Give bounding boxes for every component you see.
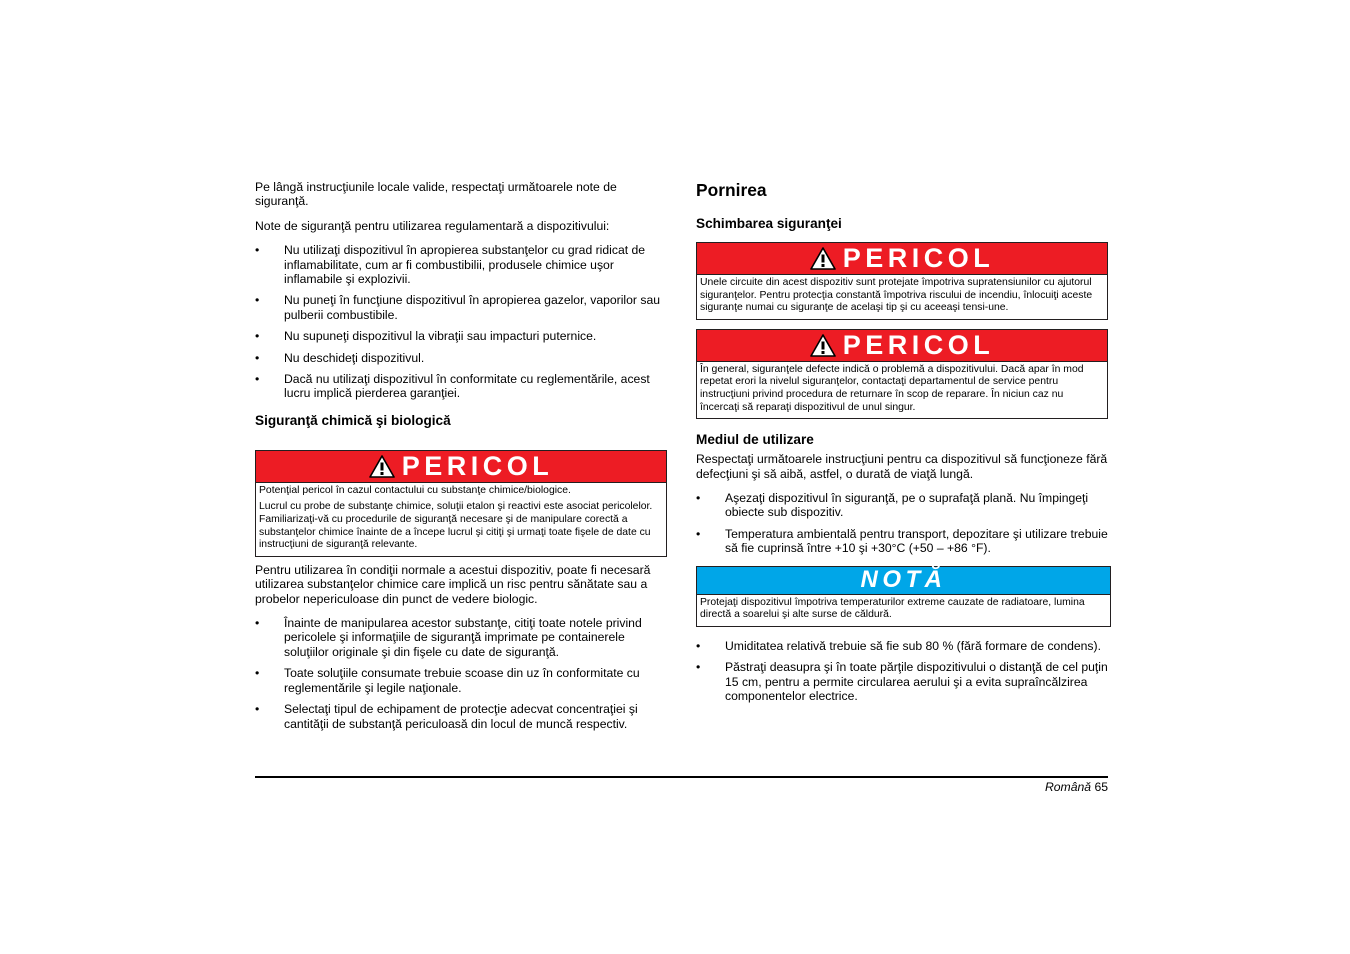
environment-intro: Respectaţi următoarele instrucţiuni pentru ca dispozitivul să funcţioneze fără defecţiuni şi să aibă, astfel, o durată de viaţă lungă. xyxy=(696,452,1108,481)
danger-box-chemical xyxy=(255,450,667,557)
list-item: • Nu deschideţi dispozitivul. xyxy=(255,351,667,365)
fuse-heading: Schimbarea siguranţei xyxy=(696,216,842,231)
list-item: • Umiditatea relativă trebuie să fie sub 80 % (fără formare de condens). xyxy=(696,639,1111,653)
list-item: • Nu puneţi în funcţiune dispozitivul în apropierea gazelor, vaporilor sau pulberii combustibile. xyxy=(255,293,667,322)
footer-language: Română xyxy=(1044,780,1092,794)
note-header xyxy=(697,567,1110,595)
intro-paragraph-2: Note de siguranţă pentru utilizarea regulamentară a dispozitivului: xyxy=(255,218,610,233)
environment-bullet-list-2 xyxy=(696,639,1111,704)
danger-text: Potenţial pericol în cazul contactului cu substanţe chimice/biologice. xyxy=(259,484,571,496)
chemical-paragraph: Pentru utilizarea în condiţii normale a acestui dispozitiv, poate fi necesară utilizarea substanţelor chimice care implică un risc pentru sănătate sau a probelor nepericuloase din punct de vedere biologic. xyxy=(255,562,651,606)
environment-bullet-list xyxy=(696,491,1111,556)
environment-heading: Mediul de utilizare xyxy=(696,432,814,448)
safety-bullet-list xyxy=(255,243,667,401)
chemical-safety-heading: Siguranţă chimică şi biologică xyxy=(255,412,451,428)
danger-label: PERICOL xyxy=(842,243,995,273)
page-footer xyxy=(1045,780,1108,794)
note-label: NOTĂ xyxy=(860,566,947,594)
list-item: • Temperatura ambientală pentru transport, depozitare şi utilizare trebuie să fie cuprinsă între +10 şi +30°C (+50 – +86 °F). xyxy=(696,527,1111,556)
danger-body xyxy=(256,483,666,556)
footer-rule xyxy=(255,776,1108,778)
danger-label: PERICOL xyxy=(401,450,554,481)
list-item: • Dacă nu utilizaţi dispozitivul în conformitate cu reglementările, acest lucru implică pierderea garanţiei. xyxy=(255,372,667,401)
list-item: • Toate soluţiile consumate trebuie scoase din uz în conformitate cu reglementările şi legile naţionale. xyxy=(255,666,667,695)
intro-paragraph: Pe lângă instrucţiunile locale valide, respectaţi următoarele note de siguranţă. xyxy=(255,180,617,209)
danger-text: Familiarizaţi-vă cu procedurile de siguranţă necesare şi de manipulare corectă a substanţelor chimice înainte de a începe lucrul şi citiţi şi urmaţi toate fişele de date cu instrucţiuni de siguranţă relevante. xyxy=(259,514,651,551)
list-item: • Aşezaţi dispozitivul în siguranţă, pe o suprafaţă plană. Nu împingeţi obiecte sub dispozitiv. xyxy=(696,491,1111,520)
list-item: • Nu utilizaţi dispozitivul în apropierea substanţelor cu grad ridicat de inflamabilitate, cum ar fi combustibilii, produsele chimice uşor inflamabile şi explozivii. xyxy=(255,243,667,286)
danger-text: Lucrul cu probe de substanţe chimice, soluţii etalon şi reactivi este asociat pericolelor. xyxy=(259,501,653,513)
chemical-bullet-list xyxy=(255,616,667,731)
danger-header xyxy=(697,330,1107,362)
warning-triangle-icon xyxy=(810,334,836,357)
right-column xyxy=(696,180,1111,713)
list-item: • Înainte de manipularea acestor substanţe, citiţi toate notele privind pericolele şi informaţiile de siguranţă imprimate pe containerele soluţiilor originale şi din fişele cu date de siguranţă. xyxy=(255,616,667,659)
danger-box-fuse-2 xyxy=(696,329,1108,419)
warning-triangle-icon xyxy=(369,455,395,478)
list-item: • Păstraţi deasupra şi în toate părţile dispozitivului o distanţă de cel puţin 15 cm, pentru a permite circularea aerului şi a evita supraîncălzirea componentelor electrice. xyxy=(696,660,1111,703)
startup-heading: Pornirea xyxy=(696,180,767,200)
danger-header xyxy=(697,243,1107,275)
list-item: • Selectaţi tipul de echipament de protecţie adecvat concentraţiei şi cantităţii de substanţă periculoasă din locul de muncă respectiv. xyxy=(255,702,667,731)
danger-text: Unele circuite din acest dispozitiv sunt protejate împotriva supratensiunilor cu ajutorul siguranţelor. Pentru protecţia constantă împotriva riscului de incendiu, înlocuiţi aceste siguranţe numai cu siguranţe de acelaşi tip şi cu aceeaşi tensi-une. xyxy=(700,277,1093,314)
list-item: • Nu supuneţi dispozitivul la vibraţii sau impacturi puternice. xyxy=(255,329,667,343)
danger-box-fuse-1 xyxy=(696,242,1108,320)
page-number: 65 xyxy=(1094,780,1108,794)
danger-text: În general, siguranţele defecte indică o problemă a dispozitivului. Dacă apar în mod repetat erori la nivelul siguranţelor, contactaţi departamentul de service pentru instrucţiuni privind procedura de returnare în scop de reparare. În niciun caz nu încercaţi să reparaţi dispozitivul de unul singur. xyxy=(700,363,1084,413)
note-box xyxy=(696,566,1111,627)
danger-header xyxy=(256,451,666,483)
note-text: Protejaţi dispozitivul împotriva temperaturilor extreme cauzate de radiatoare, lumina directă a soarelui şi alte surse de căldură. xyxy=(700,596,1085,621)
left-column xyxy=(255,180,667,741)
warning-triangle-icon xyxy=(810,247,836,270)
danger-label: PERICOL xyxy=(842,329,995,360)
